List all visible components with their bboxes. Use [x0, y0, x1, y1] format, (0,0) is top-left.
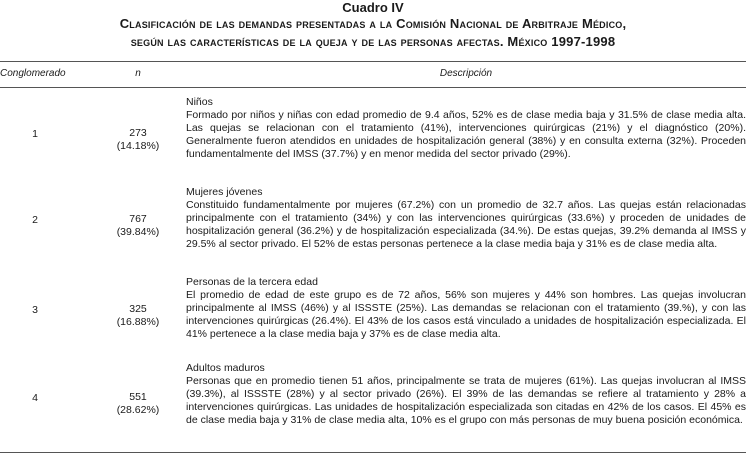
- subtitle-line-2: según las características de la queja y de las personas afectas. México 1997-1998: [130, 34, 616, 49]
- row-count: [108, 213, 168, 239]
- table-bottom-rule: [0, 452, 746, 453]
- row-count: [108, 127, 168, 153]
- row-description-text: Constituido fundamentalmente por mujeres (67.2%) con un promedio de 32.7 años. Las quejas están relacionadas principalmente con el tratamiento (34%) y con las intervenciones quirúrgicas (33.6%) y proceden de unidades de hospitalización general (36.2%) y de hospitalización especializada (34.%). De estas quejas, 39.2% demanda al IMSS y 29.5% al sector privado. El 52% de estas personas pertenece a la clase media baja y 31% es de clase media alta.: [186, 199, 746, 250]
- row-number: 2: [32, 214, 38, 226]
- row-count-value: 767: [129, 213, 147, 225]
- row-number: 1: [32, 128, 38, 140]
- row-description-title: Niños: [186, 96, 213, 108]
- table-subtitle: [0, 15, 746, 51]
- row-description-title: Mujeres jóvenes: [186, 186, 263, 198]
- row-description-text: El promedio de edad de este grupo es de 72 años, 56% son mujeres y 44% son hombres. Las quejas involucran principalmente al IMSS (46%) y al ISSSTE (25%). Las demandas se relacionan con el tratamiento (39.%), y con las intervenciones quirúrgicas (26.4%). El 43% de los casos está vinculado a unidades de hospitalización especializada. El 41% pertenece a la clase media baja y 37% es de clase media alta.: [186, 289, 746, 340]
- row-count: [108, 391, 168, 417]
- header-top-rule: [0, 61, 746, 62]
- row-description-title: Personas de la tercera edad: [186, 276, 318, 288]
- row-count-value: 325: [129, 303, 147, 315]
- row-count-percent: (28.62%): [116, 404, 160, 416]
- row-count-percent: (14.18%): [116, 140, 160, 152]
- subtitle-line-1: Clasificación de las demandas presentadas a la Comisión Nacional de Arbitraje Médico,: [119, 16, 627, 31]
- row-description: [186, 362, 746, 427]
- row-description-text: Personas que en promedio tienen 51 años, principalmente se trata de mujeres (61%). Las quejas involucran al IMSS (39.3%), al ISSSTE (28%) y al sector privado (26%). El 39% de las demandas se refiere al tratamiento y 28% a intervenciones quirúrgicas. Las unidades de hospitalización especializada son citadas en 42% de los casos. El 45% es de clase media baja y 31% de clase media alta, 10% es el grupo con más personas de muy buena posición económica.: [186, 375, 746, 426]
- row-count-percent: (39.84%): [116, 226, 160, 238]
- header-n: n: [135, 68, 141, 79]
- row-description-text: Formado por niños y niñas con edad promedio de 9.4 años, 52% es de clase media baja y 31.5% de clase media alta. Las quejas se relacionan con el tratamiento (41%), intervenciones quirúrgicas (21%) y el diagnóstico (20%). Generalmente fueron atendidos en unidades de hospitalización general (38%) y en consulta externa (32%). Proceden fundamentalmente del IMSS (37.7%) y en menor medida del sector privado (29%).: [186, 109, 746, 160]
- row-count: [108, 303, 168, 329]
- header-conglomerado: Conglomerado: [0, 68, 66, 79]
- row-count-value: 551: [129, 391, 147, 403]
- row-number: 4: [32, 392, 38, 404]
- header-bottom-rule: [0, 87, 746, 88]
- header-descripcion: Descripción: [439, 68, 493, 79]
- table-title: Cuadro IV: [342, 0, 404, 15]
- row-count-percent: (16.88%): [116, 316, 160, 328]
- row-description: [186, 186, 746, 251]
- row-description: [186, 276, 746, 341]
- row-number: 3: [32, 304, 38, 316]
- row-description-title: Adultos maduros: [186, 362, 265, 374]
- row-count-value: 273: [129, 127, 147, 139]
- row-description: [186, 96, 746, 161]
